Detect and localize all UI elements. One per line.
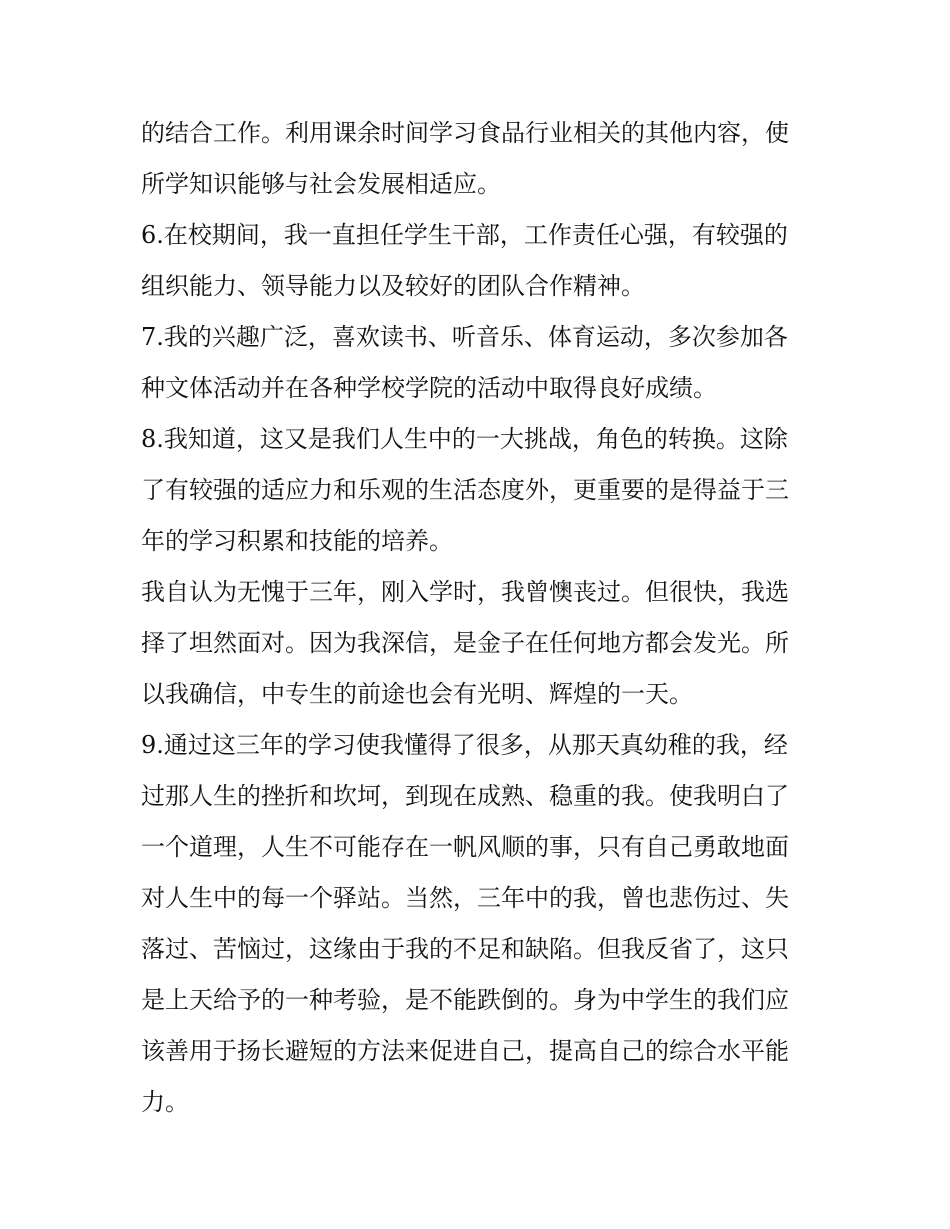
paragraph-item-6 <box>141 210 821 312</box>
paragraph-continuation <box>141 108 821 210</box>
text-line: 组织能力、领导能力以及较好的团队合作精神。 <box>141 272 645 300</box>
text-line: 了有较强的适应力和乐观的生活态度外，更重要的是得益于三 <box>141 476 789 504</box>
paragraph-item-8 <box>141 414 821 567</box>
text-line: 对人生中的每一个驿站。当然，三年中的我，曾也悲伤过、失 <box>141 884 789 912</box>
paragraph-item-9 <box>141 720 821 1128</box>
paragraph-reflection <box>141 567 821 720</box>
text-line: 是上天给予的一种考验，是不能跌倒的。身为中学生的我们应 <box>141 986 789 1014</box>
text-line: 过那人生的挫折和坎坷，到现在成熟、稳重的我。使我明白了 <box>141 782 789 810</box>
text-line: 的结合工作。利用课余时间学习食品行业相关的其他内容，使 <box>141 119 789 147</box>
text-line: 该善用于扬长避短的方法来促进自己，提高自己的综合水平能 <box>141 1037 789 1065</box>
text-line: 年的学习积累和技能的培养。 <box>141 527 453 555</box>
text-line: 9.通过这三年的学习使我懂得了很多，从那天真幼稚的我，经 <box>141 731 788 759</box>
paragraph-item-7 <box>141 312 821 414</box>
document-body <box>141 108 821 1128</box>
text-line: 所学知识能够与社会发展相适应。 <box>141 170 501 198</box>
text-line: 6.在校期间，我一直担任学生干部，工作责任心强，有较强的 <box>141 221 788 249</box>
text-line: 7.我的兴趣广泛，喜欢读书、听音乐、体育运动，多次参加各 <box>141 323 788 351</box>
text-line: 我自认为无愧于三年，刚入学时，我曾懊丧过。但很快，我选 <box>141 578 789 606</box>
text-line: 落过、苦恼过，这缘由于我的不足和缺陷。但我反省了，这只 <box>141 935 789 963</box>
text-line: 以我确信，中专生的前途也会有光明、辉煌的一天。 <box>141 680 693 708</box>
text-line: 种文体活动并在各种学校学院的活动中取得良好成绩。 <box>141 374 717 402</box>
text-line: 力。 <box>141 1088 189 1116</box>
text-line: 8.我知道，这又是我们人生中的一大挑战，角色的转换。这除 <box>141 425 788 453</box>
text-line: 一个道理，人生不可能存在一帆风顺的事，只有自己勇敢地面 <box>141 833 789 861</box>
text-line: 择了坦然面对。因为我深信，是金子在任何地方都会发光。所 <box>141 629 789 657</box>
